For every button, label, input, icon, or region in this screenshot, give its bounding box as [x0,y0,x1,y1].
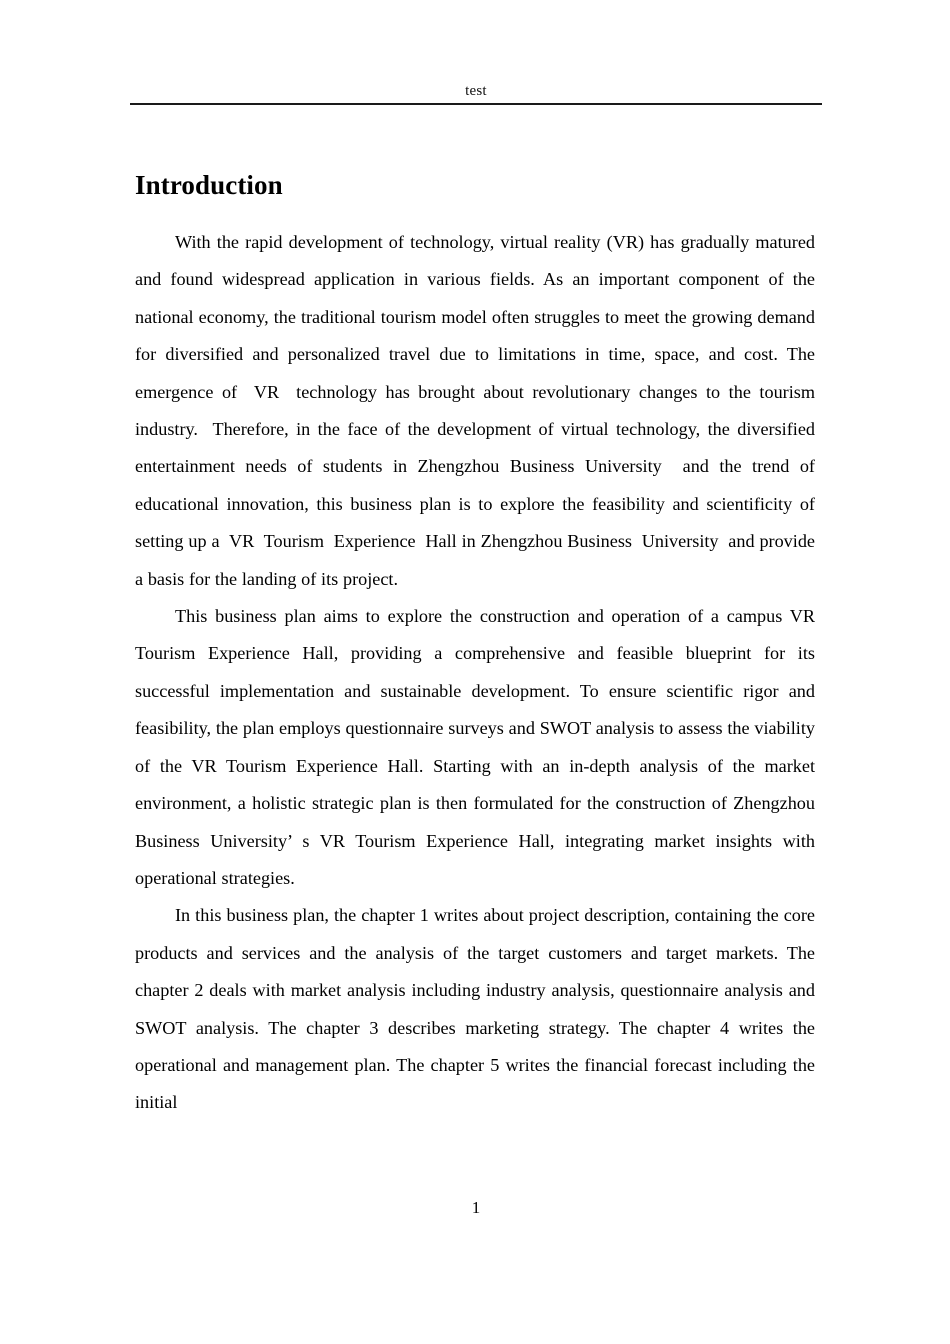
page-number: 1 [471,1198,481,1217]
document-body [135,168,820,1122]
body-paragraph: This business plan aims to explore the construction and operation of a campus VR Tourism Experience Hall, providing a comprehensive and feasible blueprint for its successful implementation and sustainable development. To ensure scientific rigor and feasibility, the plan employs questionnaire surveys and SWOT analysis to assess the viability of the VR Tourism Experience Hall. Starting with an in-depth analysis of the market environment, a holistic strategic plan is then formulated for the construction of Zhengzhou Business University’ s VR Tourism Experience Hall, integrating market insights with operational strategies. [135,606,820,888]
page-header [130,82,822,105]
header-divider [130,103,822,105]
running-header-text: test [465,83,487,99]
page-title: Introduction [135,170,283,200]
body-paragraph: In this business plan, the chapter 1 writes about project description, containing the core products and services and the analysis of the target customers and target markets. The chapter 2 deals with market analysis including industry analysis, questionnaire analysis and SWOT analysis. The chapter 3 describes marketing strategy. The chapter 4 writes the operational and management plan. The chapter 5 writes the financial forecast including the initial [135,905,820,1113]
body-paragraph: With the rapid development of technology, virtual reality (VR) has gradually matured and found widespread application in various fields. As an important component of the national economy, the traditional tourism model often struggles to meet the growing demand for diversified and personalized travel due to limitations in time, space, and cost. The emergence of VR technology has brought about revolutionary changes to the tourism industry. Therefore, in the face of the development of virtual technology, the diversified entertainment needs of students in Zhengzhou Business University and the trend of educational innovation, this business plan is to explore the feasibility and scientificity of setting up a VR Tourism Experience Hall in Zhengzhou Business University and provide a basis for the landing of its project. [135,232,820,589]
